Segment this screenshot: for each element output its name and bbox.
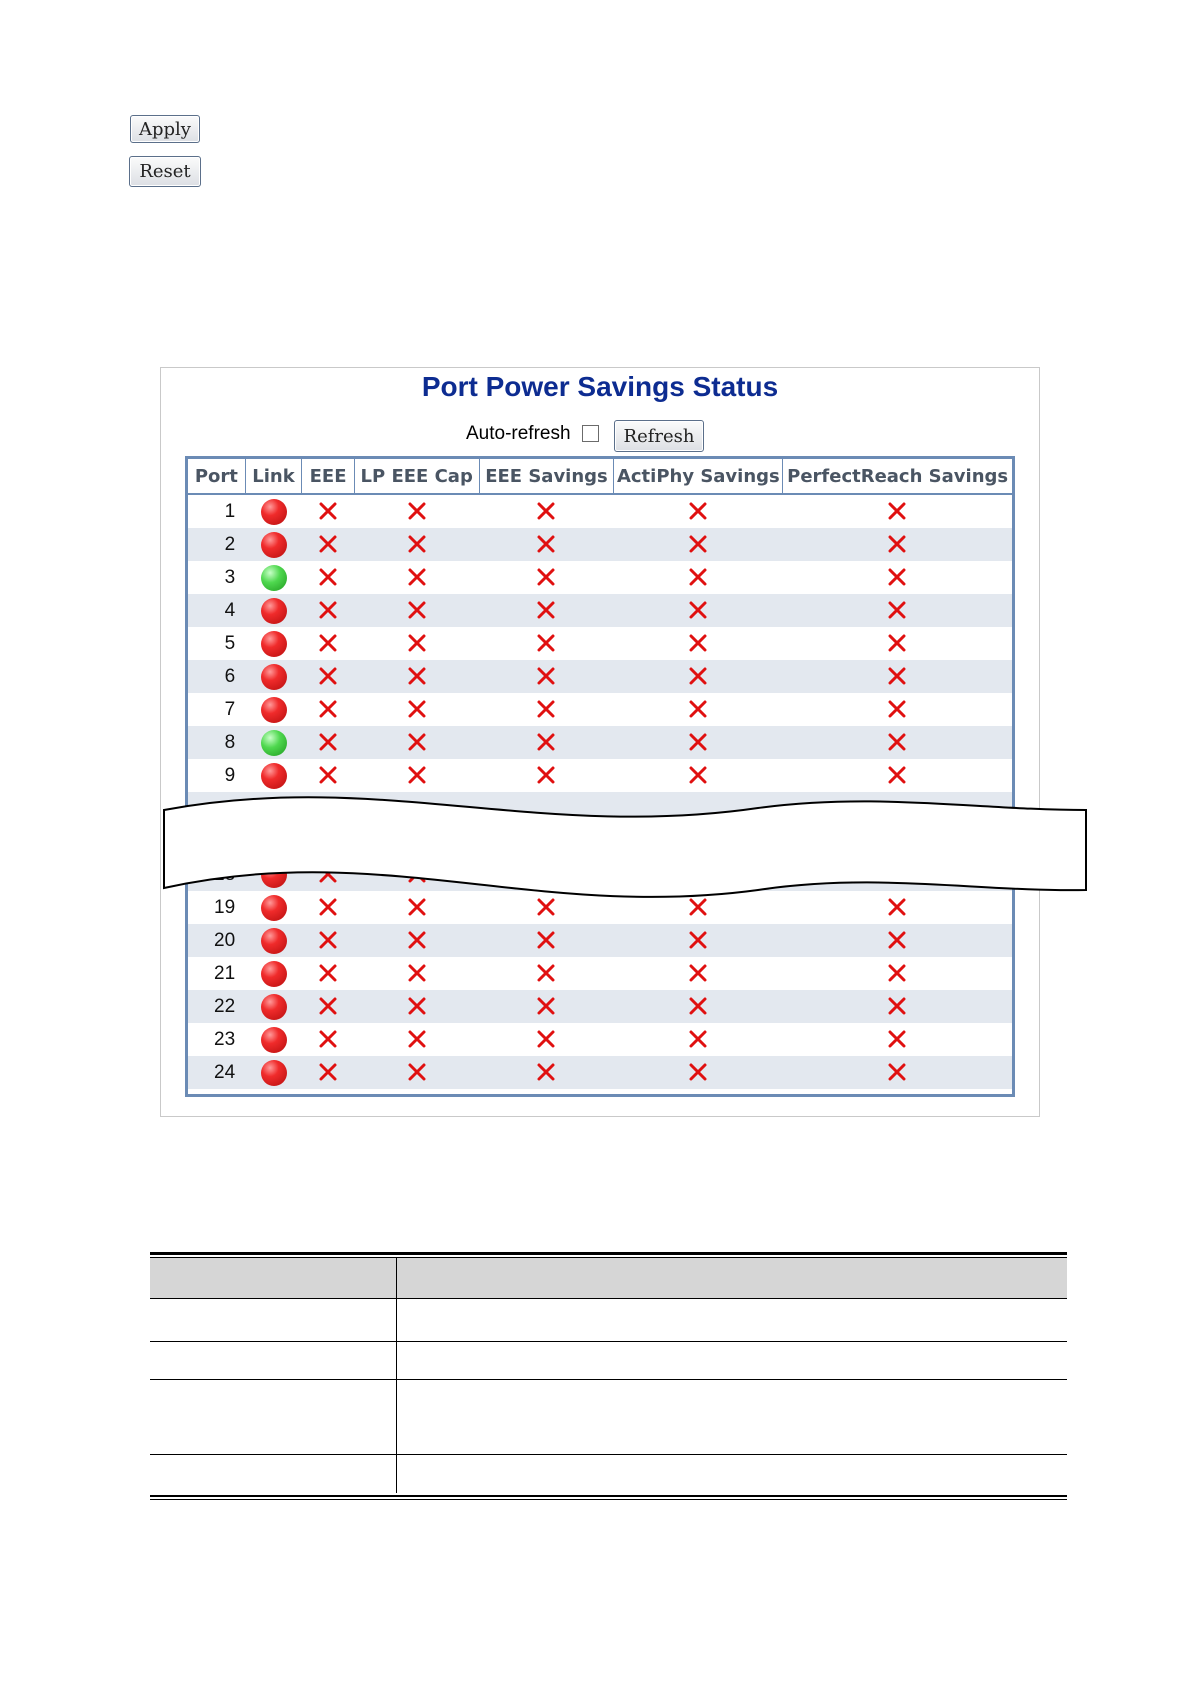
panel-title: Port Power Savings Status: [421, 371, 779, 402]
column-header: PerfectReach Savings: [783, 459, 1012, 494]
link-cell: [245, 494, 302, 528]
link-down-led-icon: [261, 697, 287, 723]
status-cell: [783, 726, 1012, 759]
link-cell: [245, 693, 302, 726]
red-x-icon: [536, 666, 556, 686]
red-x-icon: [536, 567, 556, 587]
status-cell: [614, 561, 783, 594]
link-down-led-icon: [261, 1027, 287, 1053]
red-x-icon: [688, 1029, 708, 1049]
status-table: [188, 459, 1012, 1089]
status-cell: [783, 660, 1012, 693]
link-up-led-icon: [261, 565, 287, 591]
port-number: 23: [214, 1028, 236, 1050]
red-x-icon: [688, 699, 708, 719]
red-x-icon: [318, 666, 338, 686]
status-cell: [354, 990, 479, 1023]
port-number: 6: [188, 660, 245, 693]
red-x-icon: [887, 1062, 907, 1082]
red-x-icon: [318, 1029, 338, 1049]
refresh-button[interactable]: Refresh: [614, 420, 704, 452]
link-cell: [245, 726, 302, 759]
status-cell: [302, 528, 355, 561]
red-x-icon: [407, 1029, 427, 1049]
port-number: 20: [188, 924, 245, 957]
port-number: 19: [214, 896, 236, 918]
status-cell: [302, 924, 355, 957]
auto-refresh-label: Auto-refresh: [466, 423, 571, 444]
red-x-icon: [887, 666, 907, 686]
status-cell: [614, 726, 783, 759]
red-x-icon: [887, 600, 907, 620]
red-x-icon: [318, 732, 338, 752]
red-x-icon: [318, 699, 338, 719]
status-cell: [614, 594, 783, 627]
status-cell: [354, 924, 479, 957]
red-x-icon: [407, 501, 427, 521]
red-x-icon: [407, 633, 427, 653]
status-cell: [783, 594, 1012, 627]
red-x-icon: [887, 633, 907, 653]
red-x-icon: [536, 732, 556, 752]
link-cell: [245, 627, 302, 660]
link-down-led-icon: [261, 532, 287, 558]
red-x-icon: [887, 732, 907, 752]
status-cell: [479, 990, 614, 1023]
status-cell: [354, 1023, 479, 1056]
description-table-row: [150, 1342, 1067, 1380]
column-header: ActiPhy Savings: [614, 459, 783, 494]
status-cell: [479, 924, 614, 957]
red-x-icon: [688, 567, 708, 587]
status-cell: [302, 494, 355, 528]
status-cell: [354, 528, 479, 561]
status-cell: [614, 693, 783, 726]
status-cell: [354, 561, 479, 594]
red-x-icon: [318, 963, 338, 983]
red-x-icon: [407, 1062, 427, 1082]
table-row: [188, 494, 1012, 528]
status-cell: [479, 660, 614, 693]
column-header: Port: [188, 459, 245, 494]
status-cell: [783, 528, 1012, 561]
red-x-icon: [688, 1062, 708, 1082]
link-cell: [245, 528, 302, 561]
red-x-icon: [318, 633, 338, 653]
red-x-icon: [318, 1062, 338, 1082]
red-x-icon: [407, 567, 427, 587]
link-cell: [245, 924, 302, 957]
port-number: 22: [188, 990, 245, 1023]
red-x-icon: [318, 567, 338, 587]
port-number: 5: [224, 632, 236, 654]
table-row: [188, 528, 1012, 561]
reset-button[interactable]: Reset: [129, 156, 201, 187]
link-cell: [245, 594, 302, 627]
status-cell: [614, 957, 783, 990]
status-cell: [614, 627, 783, 660]
table-row: [188, 957, 1012, 990]
table-row: [188, 561, 1012, 594]
red-x-icon: [536, 1029, 556, 1049]
link-down-led-icon: [261, 598, 287, 624]
table-row: [188, 924, 1012, 957]
red-x-icon: [536, 633, 556, 653]
link-cell: [245, 1023, 302, 1056]
status-cell: [302, 594, 355, 627]
column-header: EEE: [302, 459, 355, 494]
column-header: LP EEE Cap: [354, 459, 479, 494]
link-down-led-icon: [261, 961, 287, 987]
description-table: [150, 1252, 1067, 1500]
red-x-icon: [887, 930, 907, 950]
red-x-icon: [688, 732, 708, 752]
link-cell: [245, 957, 302, 990]
status-cell: [479, 1023, 614, 1056]
red-x-icon: [688, 501, 708, 521]
link-down-led-icon: [261, 664, 287, 690]
table-row: [188, 990, 1012, 1023]
status-cell: [614, 990, 783, 1023]
status-cell: [783, 924, 1012, 957]
link-cell: [245, 660, 302, 693]
status-cell: [354, 660, 479, 693]
red-x-icon: [688, 600, 708, 620]
status-cell: [354, 726, 479, 759]
status-cell: [302, 660, 355, 693]
red-x-icon: [407, 930, 427, 950]
status-cell: [302, 627, 355, 660]
link-down-led-icon: [261, 631, 287, 657]
red-x-icon: [536, 996, 556, 1016]
status-cell: [302, 726, 355, 759]
red-x-icon: [407, 732, 427, 752]
description-table-header: [150, 1258, 1067, 1299]
status-cell: [302, 1056, 355, 1089]
status-cell: [354, 1056, 479, 1089]
status-cell: [614, 1056, 783, 1089]
port-number: 24: [188, 1056, 245, 1089]
red-x-icon: [688, 666, 708, 686]
table-bottom-rule-thin: [150, 1499, 1067, 1500]
red-x-icon: [318, 930, 338, 950]
table-row: [188, 693, 1012, 726]
link-down-led-icon: [261, 928, 287, 954]
status-cell: [783, 990, 1012, 1023]
status-cell: [614, 1023, 783, 1056]
status-cell: [302, 990, 355, 1023]
status-cell: [479, 594, 614, 627]
red-x-icon: [688, 996, 708, 1016]
red-x-icon: [887, 699, 907, 719]
table-top-rule: [150, 1252, 1067, 1255]
table-row: [188, 594, 1012, 627]
red-x-icon: [688, 930, 708, 950]
red-x-icon: [536, 963, 556, 983]
table-bottom-rule: [150, 1495, 1067, 1497]
red-x-icon: [536, 534, 556, 554]
status-cell: [479, 627, 614, 660]
status-cell: [302, 561, 355, 594]
red-x-icon: [407, 666, 427, 686]
status-cell: [479, 561, 614, 594]
status-cell: [783, 957, 1012, 990]
red-x-icon: [318, 996, 338, 1016]
description-table-row: [150, 1299, 1067, 1342]
status-cell: [479, 957, 614, 990]
status-cell: [354, 693, 479, 726]
status-cell: [302, 957, 355, 990]
red-x-icon: [536, 930, 556, 950]
red-x-icon: [887, 996, 907, 1016]
status-cell: [783, 627, 1012, 660]
red-x-icon: [688, 633, 708, 653]
link-down-led-icon: [261, 994, 287, 1020]
link-cell: [245, 990, 302, 1023]
red-x-icon: [887, 534, 907, 554]
red-x-icon: [318, 600, 338, 620]
port-number: 3: [224, 566, 236, 588]
link-up-led-icon: [261, 730, 287, 756]
red-x-icon: [688, 534, 708, 554]
table-row: [188, 1056, 1012, 1089]
status-cell: [354, 494, 479, 528]
status-table-frame: [185, 456, 1015, 1097]
table-break-overlay: [158, 780, 1088, 920]
port-number: 8: [188, 726, 245, 759]
red-x-icon: [407, 600, 427, 620]
port-power-savings-screenshot: [160, 367, 1040, 1117]
status-cell: [614, 924, 783, 957]
status-cell: [354, 594, 479, 627]
red-x-icon: [887, 567, 907, 587]
description-table-row: [150, 1380, 1067, 1455]
red-x-icon: [318, 534, 338, 554]
status-cell: [354, 627, 479, 660]
status-cell: [783, 561, 1012, 594]
status-cell: [614, 660, 783, 693]
red-x-icon: [887, 501, 907, 521]
port-number: 4: [188, 594, 245, 627]
red-x-icon: [407, 699, 427, 719]
link-cell: [245, 1056, 302, 1089]
column-header: Link: [245, 459, 302, 494]
red-x-icon: [688, 963, 708, 983]
link-cell: [245, 561, 302, 594]
red-x-icon: [887, 1029, 907, 1049]
red-x-icon: [318, 501, 338, 521]
red-x-icon: [887, 963, 907, 983]
port-number: 7: [224, 698, 236, 720]
port-number: 9: [224, 764, 236, 786]
status-cell: [479, 693, 614, 726]
port-number: 1: [224, 500, 236, 522]
table-header-row: [188, 459, 1012, 494]
table-row: [188, 660, 1012, 693]
port-number: 2: [188, 528, 245, 561]
status-cell: [614, 494, 783, 528]
red-x-icon: [536, 1062, 556, 1082]
apply-button[interactable]: Apply: [130, 115, 200, 143]
table-row: [188, 1023, 1012, 1056]
status-cell: [302, 693, 355, 726]
status-cell: [783, 494, 1012, 528]
red-x-icon: [536, 501, 556, 521]
status-cell: [614, 528, 783, 561]
status-cell: [783, 693, 1012, 726]
description-table-row: [150, 1455, 1067, 1493]
status-cell: [354, 957, 479, 990]
red-x-icon: [407, 534, 427, 554]
table-row: [188, 726, 1012, 759]
status-cell: [479, 494, 614, 528]
port-number: 21: [214, 962, 236, 984]
status-cell: [479, 726, 614, 759]
red-x-icon: [536, 600, 556, 620]
link-down-led-icon: [261, 499, 287, 525]
link-down-led-icon: [261, 1060, 287, 1086]
red-x-icon: [407, 996, 427, 1016]
status-cell: [783, 1023, 1012, 1056]
table-row: [188, 627, 1012, 660]
red-x-icon: [536, 699, 556, 719]
status-cell: [479, 1056, 614, 1089]
red-x-icon: [407, 963, 427, 983]
status-cell: [783, 1056, 1012, 1089]
status-cell: [479, 528, 614, 561]
status-cell: [302, 1023, 355, 1056]
auto-refresh-checkbox[interactable]: [582, 425, 599, 442]
column-header: EEE Savings: [479, 459, 614, 494]
